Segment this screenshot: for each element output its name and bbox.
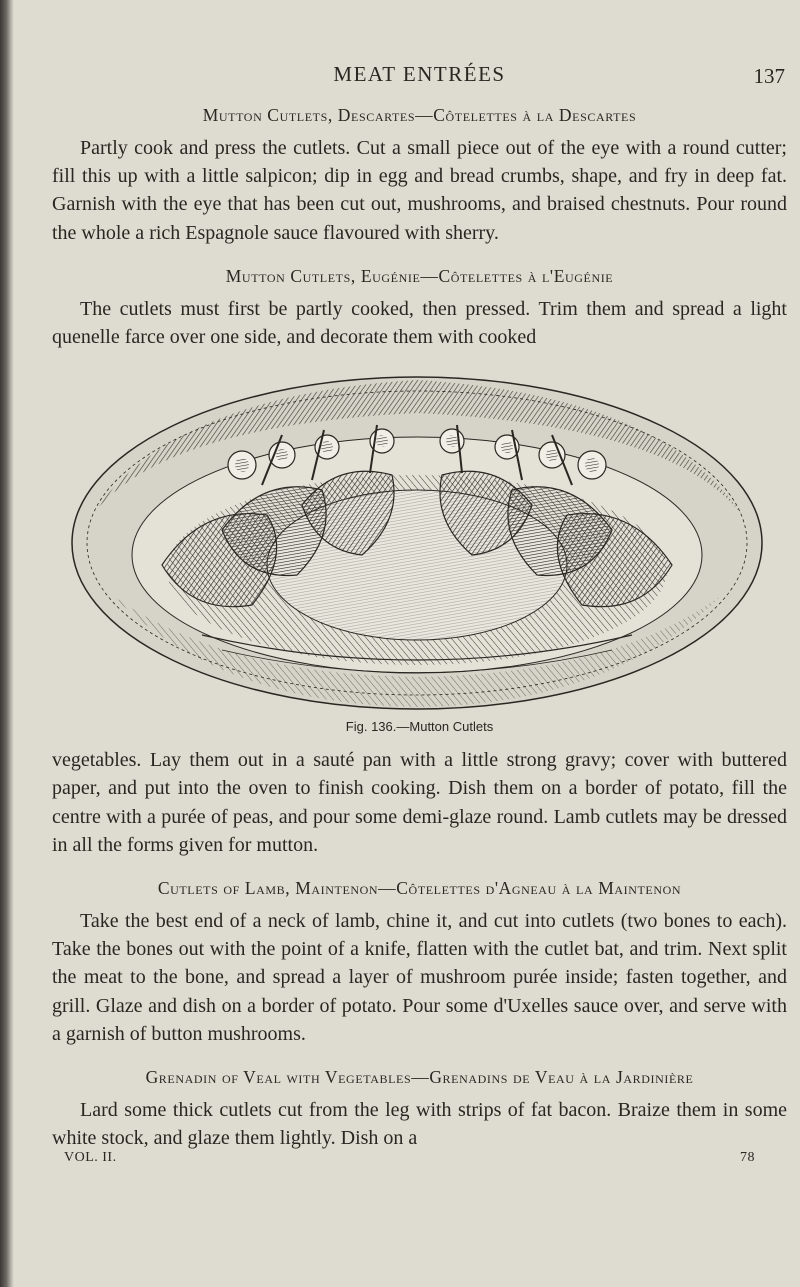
figure-caption: Fig. 136.—Mutton Cutlets <box>345 719 494 735</box>
signature-mark: 78 <box>740 1150 755 1166</box>
running-title: MEAT ENTRÉES <box>333 62 506 86</box>
figure-mutton-cutlets <box>52 365 787 717</box>
section-heading-maintenon: Cutlets of Lamb, Maintenon—Côtelettes d'Agneau à la Maintenon <box>157 878 682 899</box>
running-head <box>52 58 787 98</box>
paragraph-descartes: Partly cook and press the cutlets. Cut a small piece out of the eye with a round cutter; fill this up with a little salpicon; dip in egg and bread crumbs, shape, and fry in deep fat. Garnish with the eye that has been cut out, mushrooms, and braised chestnuts. Pour round the whole a rich Espagnole sauce flavoured with sherry. <box>52 137 787 244</box>
book-page <box>52 0 787 1287</box>
paragraph-eugenie-2: vegetables. Lay them out in a sauté pan with a little strong gravy; cover with buttered paper, and put into the oven to finish cooking. Dish them on a border of potato, fill the centre with a purée of peas, and pour some demi-glaze round. Lamb cutlets may be dressed in all the forms given for mutton. <box>52 749 787 856</box>
volume-mark: VOL. II. <box>64 1150 117 1166</box>
page-number: 137 <box>753 64 785 88</box>
book-binding-edge <box>0 0 14 1287</box>
page-footer <box>52 1150 787 1170</box>
paragraph-maintenon: Take the best end of a neck of lamb, chine it, and cut into cutlets (two bones to each). Take the bones out with the point of a knife, flatten with the cutlet bat, and trim. Next split the meat to the bone, and spread a layer of mushroom purée inside; fasten together, and grill. Glaze and dish on a border of potato. Pour some d'Uxelles sauce over, and serve with a garnish of button mushrooms. <box>52 910 787 1045</box>
paragraph-eugenie-1: The cutlets must first be partly cooked, then pressed. Trim them and spread a light quenelle farce over one side, and decorate them with cooked <box>52 297 787 349</box>
paragraph-grenadin: Lard some thick cutlets cut from the leg with strips of fat bacon. Braize them in some white stock, and glaze them lightly. Dish on a <box>52 1099 787 1150</box>
section-heading-descartes: Mutton Cutlets, Descartes—Côtelettes à la Descartes <box>202 105 637 125</box>
section-heading-eugenie: Mutton Cutlets, Eugénie—Côtelettes à l'Eugénie <box>225 265 614 286</box>
mutton-cutlets-engraving <box>52 365 787 717</box>
section-heading-grenadin: Grenadin of Veal with Vegetables—Grenadins de Veau à la Jardinière <box>145 1067 694 1088</box>
